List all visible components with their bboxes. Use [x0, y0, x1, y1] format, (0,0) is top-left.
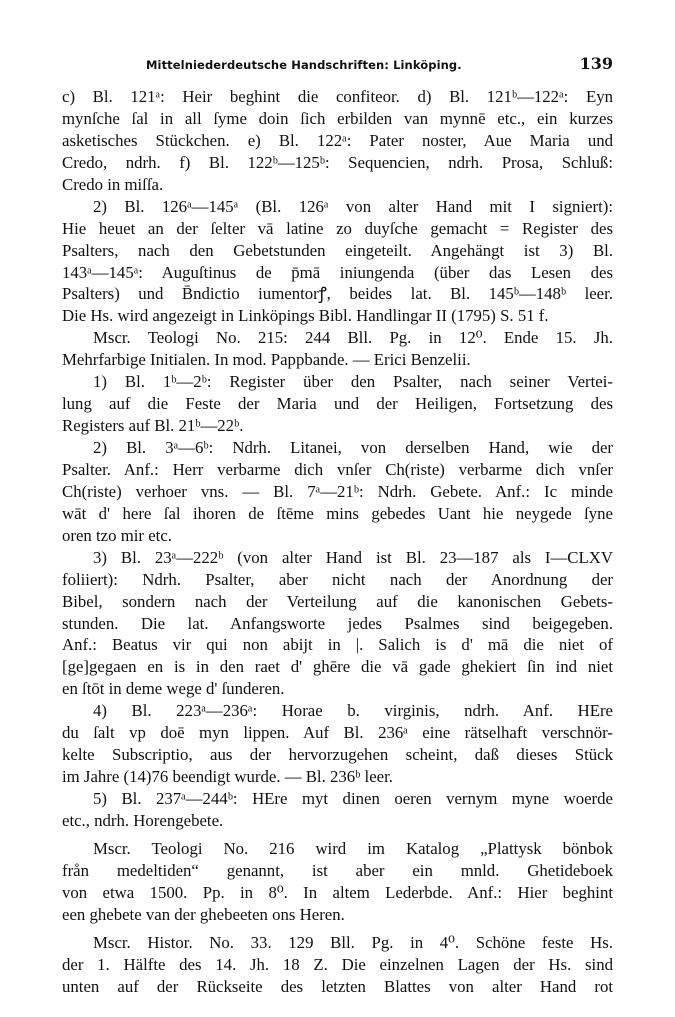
text-line: 5) Bl. 237ᵃ—244ᵇ: HEre myt dinen oeren vernym myne woerde	[93, 789, 613, 808]
page-header	[62, 54, 613, 78]
text-line: du ſalt vp doē myn lippen. Auf Bl. 236ᵃ eine rätselhaft verschnör-	[62, 723, 613, 743]
text-line: mynſche ſal in all ſyme doin ſich erbilden van mynnē etc., ein kurzes	[62, 108, 613, 128]
text-line: Bibel, sondern nach der Verteilung auf die kanonischen Gebets-	[62, 591, 613, 611]
text-line: Die Hs. wird angezeigt in Linköpings Bibl. Handlingar II (1795) S. 51 f.	[62, 306, 549, 326]
paragraph	[62, 788, 613, 832]
paragraph	[62, 196, 613, 328]
text-line: foliiert): Ndrh. Psalter, aber nicht nach der Anordnung der	[62, 569, 613, 589]
text-line: von etwa 1500. Pp. in 8⁰. In altem Lederbde. Anf.: Hier beghint	[62, 882, 613, 902]
text-line: Psalter. Anf.: Herr verbarme dich vnſer Ch(riste) verbarme dich vnſer	[62, 459, 613, 479]
text-line: Mscr. Teologi No. 215: 244 Bll. Pg. in 12⁰. Ende 15. Jh.	[93, 328, 613, 348]
text-line: 4) Bl. 223ᵃ—236ᵃ: Horae b. virginis, ndrh. Anf. HEre	[93, 701, 613, 721]
text-line: Registers auf Bl. 21ᵇ—22ᵇ.	[62, 416, 244, 436]
text-line: lung auf die Feste der Maria und der Heiligen, Fortsetzung des	[62, 394, 613, 414]
text-line: Psalters) und B̄ndictio iumentorꝭ, beides lat. Bl. 145ᵇ—148ᵇ leer.	[62, 284, 613, 304]
text-line: wāt d' here ſal ihoren de ſtēme mins gebedes Uant hie neygede ſyne	[62, 503, 613, 523]
text-line: een ghebete van der ghebeeten ons Heren.	[62, 904, 345, 924]
text-line: [ge]gegaen en is in den raet d' ghēre die vā gade ghekiert ſin ind niet	[62, 657, 613, 677]
text-line: 2) Bl. 126ᵃ—145ᵃ (Bl. 126ᵃ von alter Hand mit I signiert):	[93, 196, 613, 216]
text-line: Anf.: Beatus vir qui non abijt in |. Salich is d' mā die niet of	[62, 635, 613, 655]
text-line: etc., ndrh. Horengebete.	[62, 810, 224, 830]
text-line: Credo in miſſa.	[62, 174, 164, 194]
text-line: Mehrfarbige Initialen. In mod. Pappbande. — Erici Benzelii.	[62, 350, 471, 370]
text-line: Psalters, nach den Gebetstunden eingeteilt. Angehängt ist 3) Bl.	[62, 240, 613, 260]
text-line: c) Bl. 121ᵃ: Heir beghint die confiteor. d) Bl. 121ᵇ—122ᵃ: Eyn	[62, 87, 613, 106]
text-line: stunden. Die lat. Anfangsworte jedes Psalmes sind beigegeben.	[62, 613, 613, 633]
text-line: Ch(riste) verhoer vns. — Bl. 7ᵃ—21ᵇ: Ndrh. Gebete. Anf.: Ic minde	[62, 481, 613, 501]
text-line: Mscr. Histor. No. 33. 129 Bll. Pg. in 4⁰. Schöne feste Hs.	[93, 932, 613, 952]
text-line: en ſtōt in deme wege d' ſunderen.	[62, 679, 285, 699]
text-line: asketisches Stückchen. e) Bl. 122ᵃ: Pater noster, Aue Maria und	[62, 130, 613, 150]
text-line: 3) Bl. 23ᵃ—222ᵇ (von alter Hand ist Bl. 23—187 als I—CLXV	[93, 547, 613, 567]
text-line: unten auf der Rückseite des letzten Blattes von alter Hand rot	[62, 976, 613, 996]
text-body	[62, 86, 613, 997]
paragraph	[62, 547, 613, 701]
text-line: Credo, ndrh. f) Bl. 122ᵇ—125ᵇ: Sequencien, ndrh. Prosa, Schluß:	[62, 152, 613, 172]
running-title: Mittelniederdeutsche Handschriften: Linköping.	[146, 58, 462, 72]
paragraph	[62, 700, 613, 788]
text-line: 143ᵃ—145ᵃ: Auguſtinus de p̄mā iniungenda (über das Lesen des	[62, 262, 613, 282]
text-line: der 1. Hälfte des 14. Jh. 18 Z. Die einzelnen Lagen der Hs. sind	[62, 954, 613, 974]
text-line: 1) Bl. 1ᵇ—2ᵇ: Register über den Psalter, nach seiner Vertei-	[93, 372, 613, 392]
text-line: im Jahre (14)76 beendigt wurde. — Bl. 236ᵇ leer.	[62, 767, 393, 787]
paragraph	[62, 86, 613, 196]
paragraph	[62, 838, 613, 926]
paragraph	[62, 371, 613, 437]
text-line: kelte Subscriptio, aus der hervorzugehen scheint, daß dieses Stück	[62, 745, 613, 765]
paragraph	[62, 327, 613, 371]
page-number: 139	[579, 54, 613, 73]
text-line: 2) Bl. 3ᵃ—6ᵇ: Ndrh. Litanei, von derselben Hand, wie der	[93, 438, 613, 457]
text-line: oren tzo mir etc.	[62, 525, 172, 545]
text-line: Hie heuet an der ſelter vā latine zo duyſche gemacht = Register des	[62, 218, 613, 238]
text-line: från medeltiden“ genannt, ist aber ein mnld. Ghetideboek	[62, 860, 613, 880]
paragraph	[62, 437, 613, 547]
text-line: Mscr. Teologi No. 216 wird im Katalog „Plattysk bönbok	[93, 838, 613, 858]
paragraph	[62, 932, 613, 998]
